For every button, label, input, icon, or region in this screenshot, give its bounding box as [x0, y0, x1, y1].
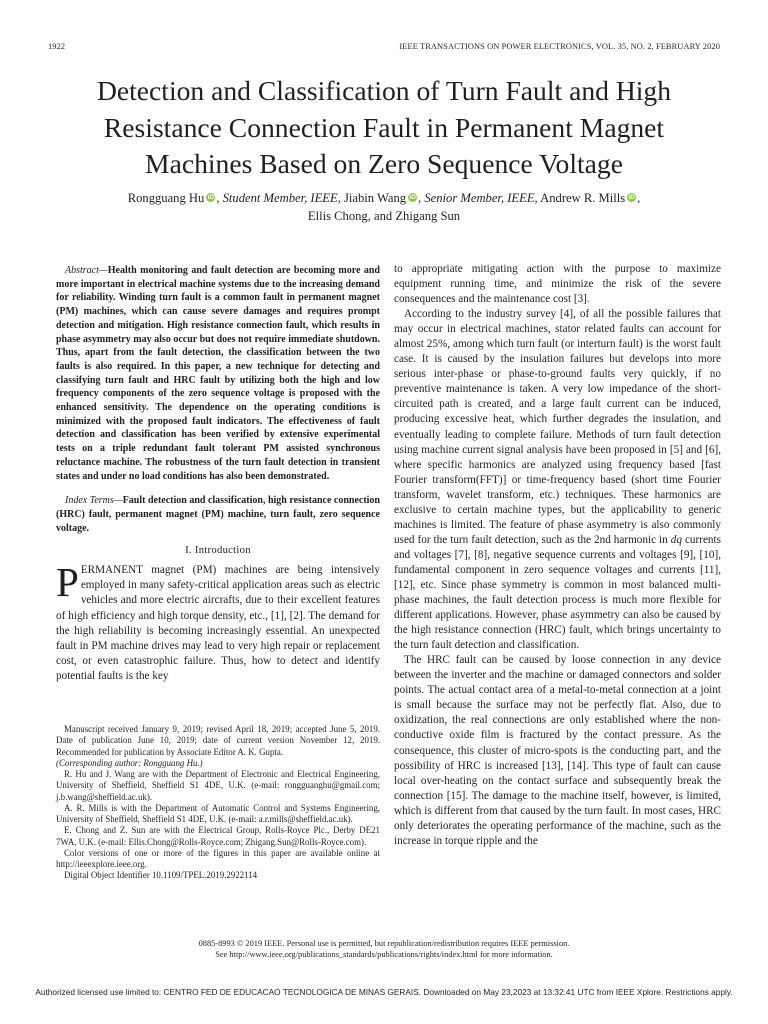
paragraph-text: currents and voltages [7], [8], negative sequence currents and voltages [9], [10], fundamental component in zero sequence voltages and currents [11], [12], etc. Since phase symmetry is common in most balanced multi-phase machines, the fault detection process is much more flexible for different applications. However, phase asymmetry can also be caused by the high resistance connection (HRC) fault, which brings uncertainty to the turn fault detection and classification. [394, 533, 721, 652]
running-header: IEEE TRANSACTIONS ON POWER ELECTRONICS, VOL. 35, NO. 2, FEBRUARY 2020 [399, 42, 720, 51]
footnote-corresponding: (Corresponding author: Rongguang Hu.) [56, 757, 203, 768]
drop-cap: P [56, 559, 79, 606]
abstract [56, 264, 380, 483]
index-terms-text: Fault detection and classification, high resistance connection (HRC) fault, permanent magnet (PM) machine, turn fault, zero sequence voltage. [56, 495, 380, 534]
footnote-color: Color versions of one or more of the figures in this paper are available online at http://ieeexplore.ieee.org. [56, 847, 380, 869]
orcid-icon[interactable]: iD [207, 194, 215, 201]
intro-paragraph [56, 559, 380, 683]
right-column [394, 262, 721, 849]
paper-title [30, 73, 738, 183]
author-role: Senior Member, IEEE [424, 191, 535, 205]
index-terms [56, 494, 380, 535]
author-name: Jiabin Wang [343, 191, 407, 205]
page-number: 1922 [48, 42, 66, 51]
index-terms-label: Index Terms— [65, 495, 123, 507]
body-paragraph [394, 307, 721, 653]
title-line-1: Detection and Classification of Turn Fault and High [96, 75, 672, 106]
footnote-doi: Digital Object Identifier 10.1109/TPEL.2019.2922114 [64, 870, 258, 881]
dq-symbol: dq [670, 533, 682, 546]
authorized-use-banner: Authorized licensed use limited to: CENTRO FED DE EDUCACAO TECNOLOGICA DE MINAS GERAIS. Downloaded on May 23,2023 at 13:32:41 UTC from IEEE Xplore. Restrictions apply. [35, 987, 733, 997]
author-line-1: Rongguang Hu iD , Student Member, IEEE, Jiabin Wang iD , Senior Member, IEEE, Andrew R. Mills iD , [127, 191, 641, 205]
title-line-2: Resistance Connection Fault in Permanent Magnet [103, 111, 665, 143]
intro-text: ERMANENT magnet (PM) machines are being intensively employed in many safety-critical application areas such as electric vehicles and more electric aircrafts, due to their excellent features of high efficiency and high torque density, etc., [1], [2]. The demand for the high reliability is becoming increasingly essential. An unexpected fault in PM machine drives may lead to very high repair or replacement cost, or even catastrophic failure. Thus, how to detect and identify potential faults is the key [56, 564, 380, 682]
author-list [40, 190, 728, 225]
author-role: Student Member, IEEE [222, 191, 338, 205]
orcid-icon[interactable]: iD [628, 194, 635, 201]
left-column [56, 264, 380, 684]
section-numeral: I. [185, 545, 195, 557]
paragraph-text: According to the industry survey [4], of all the possible failures that may occur in electrical machines, stator related faults can account for almost 25%, among which turn fault (or interturn fault) is the worst fault case. It is caused by the insulation failures but develops into more serious inter-phase or phase-to-ground faults very quickly, if no preventive maintenance is taken. A very low impedance of the short-circuited path is created, and a large fault current can be induced, producing excessive heat, which further degrades the insulation, and eventually leading to complete failure. Methods of turn fault detection using machine current signal analysis have been proposed in [5] and [6], where specific harmonics are analyzed using frequency based [fast Fourier transform(FFT)] or time-frequency based (short time Fourier transform, wavelet transform, etc.) techniques. These harmonics are exclusive to certain machine types, but the applicability to generic machines is limited. The feature of phase asymmetry is also commonly used for the turn fault detection, such as the 2nd harmonic in [394, 308, 721, 546]
footnote-manuscript: Manuscript received January 9, 2019; revised April 18, 2019; accepted June 5, 2019. Date of publication June 10, 2019; date of current version November 12, 2019. Recommended for publication by Associate Editor A. K. Gupta. [56, 724, 380, 757]
author-line-2: Ellis Chong, and Zhigang Sun [307, 208, 461, 223]
footnote-affiliation: E. Chong and Z. Sun are with the Electrical Group, Rolls-Royce Plc., Derby DE21 7WA, U.K. (e-mail: Ellis.Chong@Rolls-Royce.com; Zhigang.Sun@Rolls-Royce.com). [56, 825, 380, 847]
section-title: Introduction [194, 545, 251, 557]
body-paragraph: to appropriate mitigating action with the purpose to maximize equipment running time, and minimize the risk of the severe consequences and the maintenance cost [3]. [394, 263, 721, 306]
footnote-affiliation: A. R. Mills is with the Department of Automatic Control and Systems Engineering, University of Sheffield, Sheffield S1 4DE, U.K. (e-mail: a.r.mills@sheffield.ac.uk). [56, 802, 380, 824]
abstract-label: Abstract— [65, 265, 108, 276]
footnotes [56, 724, 380, 882]
orcid-icon[interactable]: iD [409, 194, 416, 201]
copyright-line-2: See http://www.ieee.org/publications_standards/publications/rights/index.html for more information. [215, 950, 553, 959]
author-name: Rongguang Hu [127, 191, 205, 205]
body-paragraph: The HRC fault can be caused by loose connection in any device between the inverter and the machine or damaged connectors and solder points. The actual contact area of a metal-to-metal connection at a joint is small because the surface may not be perfectly flat. Also, due to oxidization, the real connections are only established where the non-conductive oxide film is fractured by the contact pressure. As the consequence, this cluster of micro-spots is the conducting part, and the possibility of HRC is increased [13], [14]. This type of fault can cause local over-heating on the contact surface and subsequently break the connection [15]. The damage to the machine itself, however, is limited, which is different from that caused by the turn fault. In most cases, HRC only deteriorates the operating performance of the machine, such as the increase in torque ripple and the [394, 654, 721, 847]
footnote-affiliation: R. Hu and J. Wang are with the Department of Electronic and Electrical Engineering, University of Sheffield, Sheffield S1 4DE, U.K. (e-mail: rongguanghu@gmail.com; j.b.wang@sheffield.ac.uk). [56, 769, 380, 802]
copyright-notice [0, 938, 768, 960]
author-name: Andrew R. Mills [540, 191, 626, 205]
abstract-text: Health monitoring and fault detection are becoming more and more important in electrical machine systems due to the increasing demand for reliability. Winding turn fault is a common fault in permanent magnet (PM) machines, which can cause severe damages and requires prompt detection and mitigation. High resistance connection fault, which results in phase asymmetry may also occur but does not require immediate shutdown. Thus, apart from the fault detection, the classification between the two faults is also required. In this paper, a new technique for detecting and classifying turn fault and HRC fault by utilizing both the high and low frequency components of the zero sequence voltage is proposed with the enhanced sensitivity. The dependence on the operating conditions is minimized with the proposed fault indicators. The effectiveness of fault detection and classification has been verified by extensive experimental tests on a triple redundant fault tolerant PM assisted synchronous reluctance machine. The robustness of the turn fault detection in transient states and under no load conditions has also been demonstrated. [56, 265, 380, 482]
copyright-line-1: 0885-8993 © 2019 IEEE. Personal use is permitted, but republication/redistribution requires IEEE permission. [198, 939, 570, 948]
title-line-3: Machines Based on Zero Sequence Voltage [145, 148, 623, 179]
section-heading [56, 545, 380, 556]
